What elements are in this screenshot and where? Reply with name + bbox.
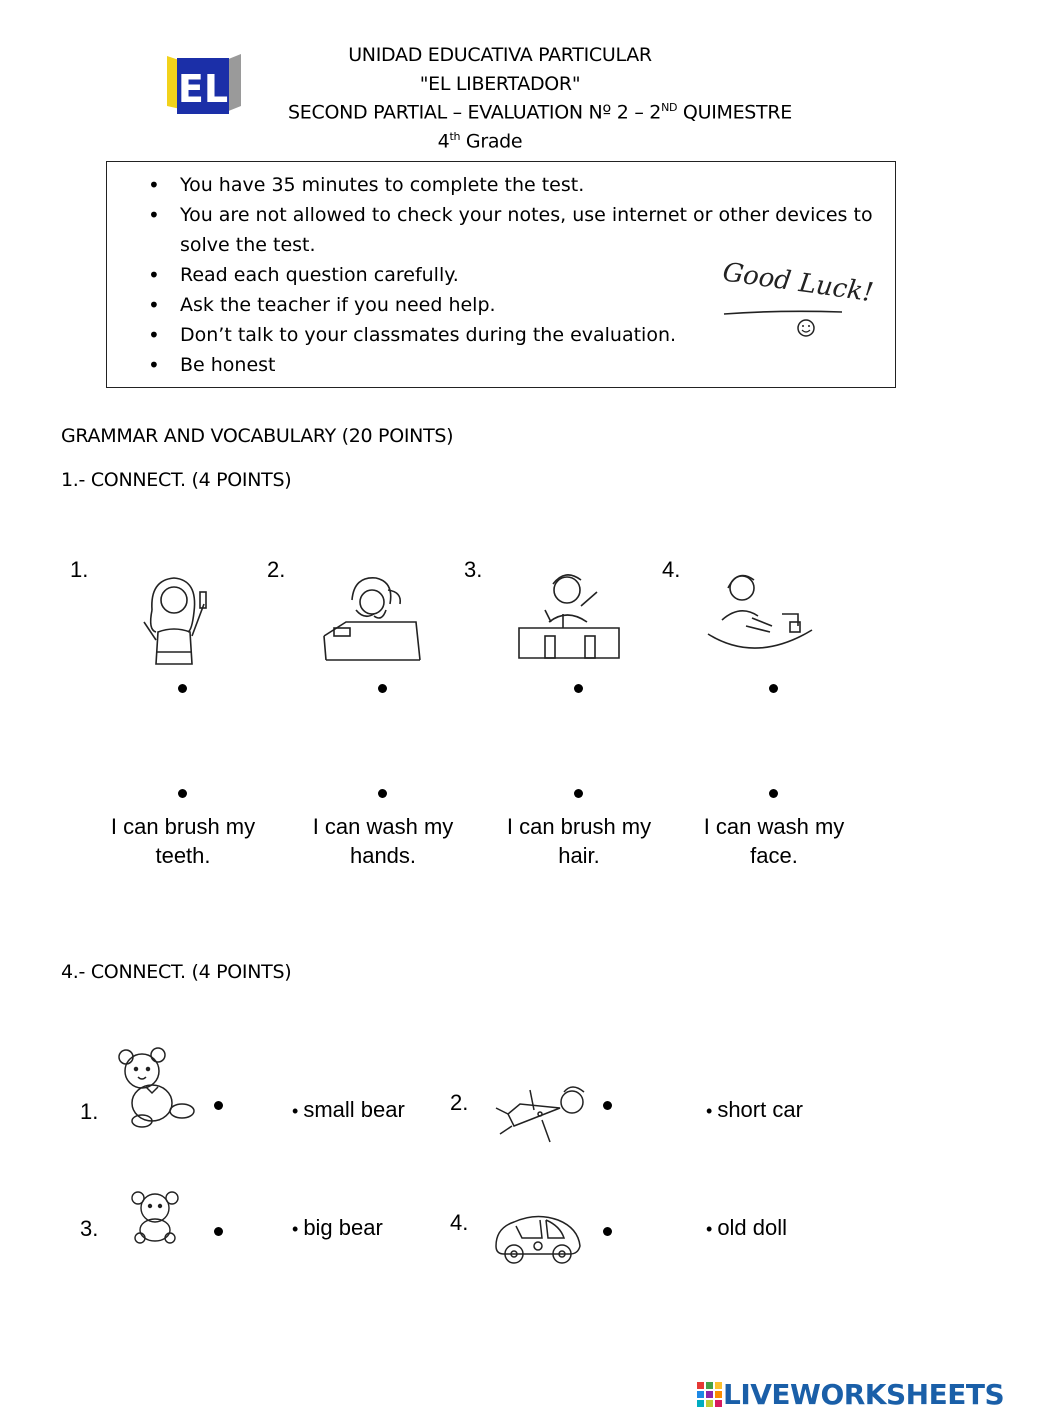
exercise1-number: 1. [70,557,89,582]
exercise4-number: 2. [450,1090,469,1115]
picture-match-dot[interactable] [214,1101,223,1110]
sentence-option: I can brush my hair. [506,814,652,868]
instruction-item: • You have 35 minutes to complete the test. [148,170,888,200]
picture-match-dot[interactable] [214,1227,223,1236]
answer-option: • big bear [292,1215,383,1240]
exercise1-number: 3. [464,557,483,582]
logo-text: EL [177,67,229,111]
section-title: GRAMMAR AND VOCABULARY (20 POINTS) [61,425,454,447]
picture-match-dot[interactable] [603,1227,612,1236]
good-luck-handwriting [718,252,876,344]
smiley-icon [798,320,814,336]
school-name: "EL LIBERTADOR" [419,73,581,95]
picture-match-dot[interactable] [378,684,387,693]
picture-match-dot[interactable] [769,684,778,693]
exercise4-title: 4.- CONNECT. (4 POINTS) [61,961,292,983]
small-teddy-bear-icon [126,1190,184,1244]
instruction-item: • Read each question carefully. [148,260,888,290]
exercise4-number: 4. [450,1210,469,1235]
small-car-icon [490,1206,584,1268]
exercise1-title: 1.- CONNECT. (4 POINTS) [61,469,292,491]
exercise1-number: 2. [267,557,286,582]
exercise4-number: 1. [80,1099,99,1124]
good-luck-text: Good Luck! [720,257,876,309]
boy-washing-hands-icon [706,566,816,666]
liveworksheets-icon [697,1380,723,1408]
boy-brushing-teeth-icon [515,566,625,666]
sentence-match-dot[interactable] [178,789,187,798]
sentence-option: I can wash my hands. [312,814,454,868]
answer-option: • old doll [706,1215,788,1240]
exercise1-number: 4. [662,557,681,582]
liveworksheets-logo [697,1378,1004,1410]
old-doll-icon [490,1080,590,1148]
instruction-item: • Be honest [148,350,888,380]
watermark-text: LIVEWORKSHEETS [723,1377,1005,1411]
instruction-item: • You are not allowed to check your notes, use internet or other devices to solve the test. [148,200,888,260]
answer-option: • short car [706,1097,803,1122]
answer-option: • small bear [292,1097,405,1122]
sentence-match-dot[interactable] [769,789,778,798]
sentence-match-dot[interactable] [574,789,583,798]
sentence-option: I can wash my face. [703,814,845,868]
evaluation-title: SECOND PARTIAL – EVALUATION Nº 2 – 2ND QUIMESTRE [288,101,792,124]
school-heading: UNIDAD EDUCATIVA PARTICULAR [348,44,652,66]
picture-match-dot[interactable] [603,1101,612,1110]
instruction-item: • Ask the teacher if you need help. [148,290,888,320]
instruction-item: • Don’t talk to your classmates during the evaluation. [148,320,888,350]
sentence-option: I can brush my teeth. [110,814,256,868]
grade-label: 4th Grade [437,130,523,153]
exercise4-number: 3. [80,1216,99,1241]
big-teddy-bear-icon [112,1047,198,1129]
girl-brushing-hair-icon [122,570,232,670]
picture-match-dot[interactable] [178,684,187,693]
picture-match-dot[interactable] [574,684,583,693]
sentence-match-dot[interactable] [378,789,387,798]
girl-washing-face-icon [316,570,426,670]
